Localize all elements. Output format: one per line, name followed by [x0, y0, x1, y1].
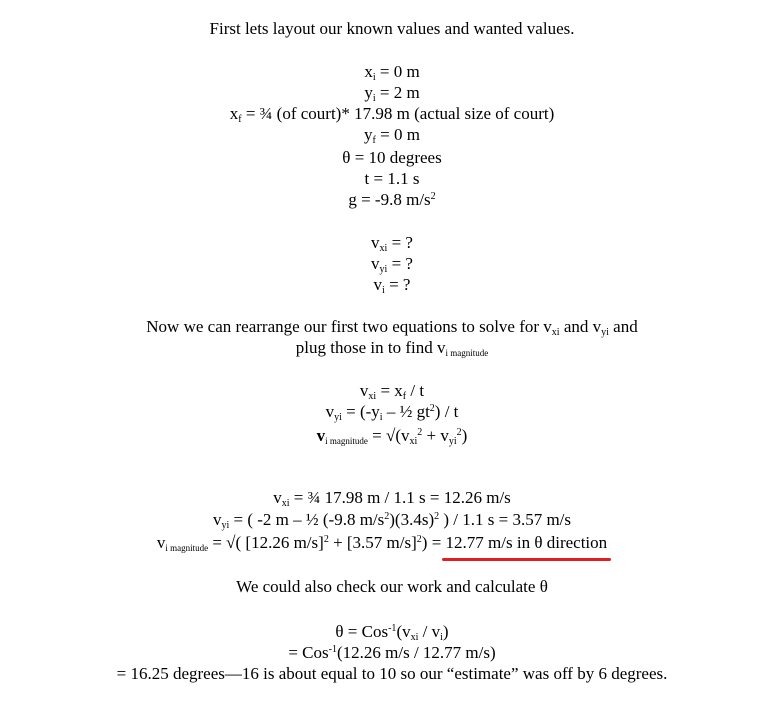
- check-theta-substituted: = Cos$^{-1}$(12.26 m/s / 12.77 m/s): [288, 643, 496, 662]
- intro-text: First lets layout our known values and wanted values.: [209, 19, 575, 38]
- known-yf: $y_f = 0$ m: [364, 125, 420, 146]
- wanted-vyi: $v_{yi}$ = ?: [371, 254, 413, 275]
- final-answer: 12.77 m/s in θ direction: [446, 533, 608, 553]
- known-t: t = 1.1 s: [364, 169, 420, 188]
- equation-vyi: $v_{yi} = (-y_i$ – ½ $gt^2$) / t: [325, 402, 459, 423]
- solution-vyi: $v_{yi}$ = ( -2 m – ½ (-9.8 $m/s^2)(3.4s)^2$ ) / 1.1 s = 3.57 m/s: [212, 510, 572, 531]
- equation-vxi: $v_{xi} = x_f / t$: [359, 381, 425, 402]
- rearrange-line-1: Now we can rearrange our first two equations to solve for $v_{xi}$ and $v_{yi}$ and: [146, 317, 638, 338]
- check-intro: We could also check our work and calculate θ: [236, 577, 548, 596]
- known-xi: $x_i = 0$ m: [364, 62, 420, 83]
- known-g: g = -9.8 $m/s^2$: [348, 190, 436, 209]
- wanted-vxi: $v_{xi}$ = ?: [371, 233, 413, 254]
- wanted-vi: $v_i$ = ?: [373, 275, 411, 296]
- rearrange-line-2: plug those in to find $v_{i magnitude}$: [295, 338, 489, 358]
- equation-vi-magnitude: $v_{i magnitude} = √(v_{xi}^2 + v_{yi}^2)$: [316, 426, 468, 447]
- known-yi: $y_i = 2$ m: [364, 83, 420, 104]
- red-underline-mark: [442, 558, 612, 561]
- solution-vi-magnitude: $v_{i magnitude}$ = √( [12.26 m/s]$^2$ + [3.57 m/s]$^2$) = 12.77 m/s in θ direction: [0, 533, 774, 553]
- known-theta: θ = 10 degrees: [342, 148, 442, 167]
- check-theta-formula: $\theta = Cos^{-1}(v_{xi} / v_i)$: [335, 622, 449, 643]
- solution-vxi: $v_{xi}$ = ¾ 17.98 m / 1.1 s = 12.26 m/s: [273, 488, 511, 509]
- known-xf: $x_f$ = ¾ (of court)* 17.98 m (actual size of court): [229, 104, 555, 125]
- check-theta-result: = 16.25 degrees—16 is about equal to 10 so our “estimate” was off by 6 degrees.: [116, 664, 668, 683]
